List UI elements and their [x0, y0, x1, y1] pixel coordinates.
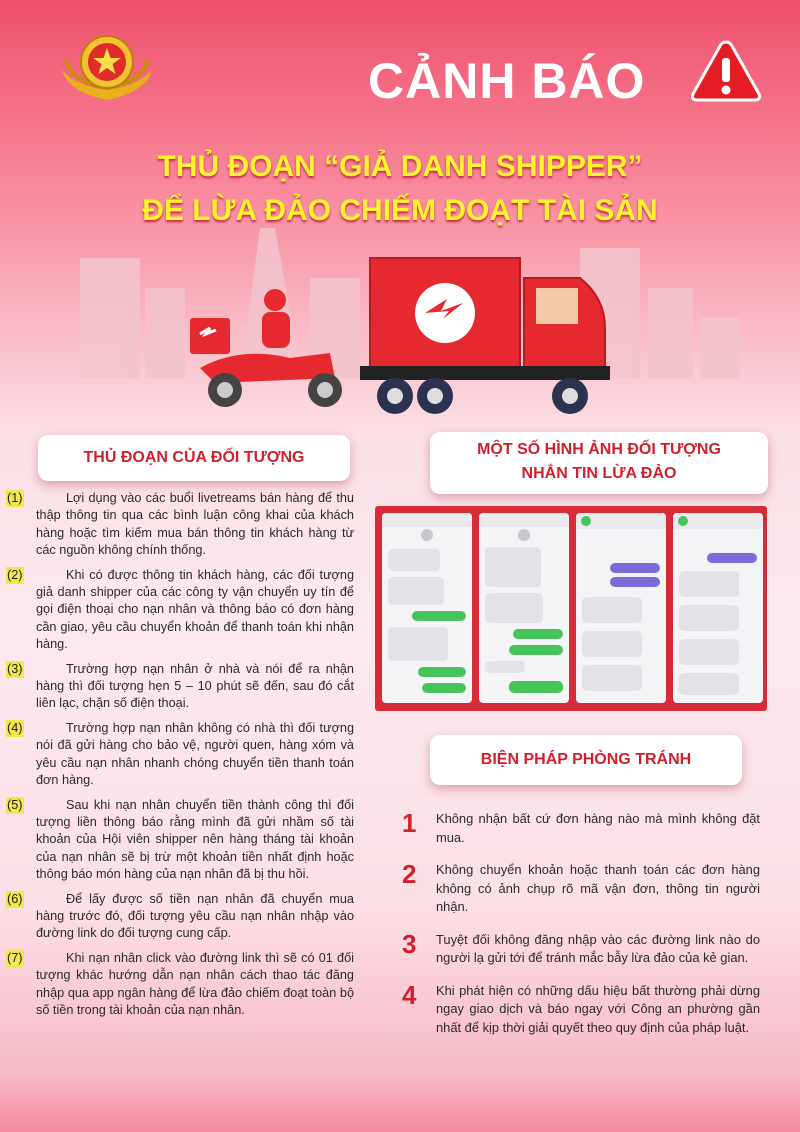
scam-message-screenshots: [375, 506, 767, 711]
tactics-list: [7, 490, 354, 1026]
step-text: Tuyệt đối không đăng nhập vào các đường link nào do người lạ gửi tới để tránh mắc bẫy lừa đảo của kẻ gian.: [436, 931, 760, 965]
item-text: Để lấy được số tiền nạn nhân đã chuyển mua hàng trước đó, đối tượng yêu cầu nạn nhân nhập vào đường link do đối tượng cung cấp.: [36, 891, 354, 941]
list-item: [400, 979, 760, 1038]
list-item: [400, 810, 760, 847]
chat-screenshot: [479, 513, 569, 703]
item-number: (5): [6, 797, 24, 814]
images-section-title: [430, 432, 768, 494]
images-title-line-2: NHẮN TIN LỪA ĐẢO: [521, 465, 677, 482]
step-number: 4: [402, 979, 417, 1010]
chat-screenshot: [673, 513, 763, 703]
list-item: [7, 891, 354, 943]
list-item: [7, 720, 354, 790]
item-text: Lợi dụng vào các buổi livetreams bán hàng để thu thập thông tin qua các bình luận công khai của khách hàng hoặc tìm kiếm mua bán thông tin khách hàng từ các nguồn không chính thống.: [36, 491, 354, 558]
list-item: [7, 490, 354, 560]
prevention-list: [400, 810, 760, 1051]
police-emblem-icon: [58, 30, 156, 102]
list-item: [400, 928, 760, 968]
step-text: Khi phát hiện có những dấu hiệu bất thường phải dừng ngay giao dịch và báo ngay với Công an phường gần nhất để kịp thời giải quyết theo quy định của pháp luật.: [436, 982, 760, 1035]
list-item: [7, 661, 354, 713]
step-text: Không nhận bất cứ đơn hàng nào mà mình không đặt mua.: [436, 811, 760, 845]
list-item: [400, 861, 760, 917]
item-number: (3): [6, 661, 24, 678]
item-number: (1): [6, 490, 24, 507]
images-title-line-1: MỘT SỐ HÌNH ẢNH ĐỐI TƯỢNG: [477, 441, 721, 458]
chat-screenshot: [576, 513, 666, 703]
item-number: (6): [6, 891, 24, 908]
step-text: Không chuyển khoản hoặc thanh toán các đơn hàng không có ảnh chụp rõ mã vận đơn, thông tin người nhận.: [436, 862, 760, 914]
step-number: 1: [402, 808, 417, 838]
delivery-illustration: [40, 218, 760, 428]
item-number: (7): [6, 950, 24, 967]
tactics-section-title: THỦ ĐOẠN CỦA ĐỐI TƯỢNG: [38, 435, 350, 481]
list-item: [7, 950, 354, 1020]
step-number: 2: [402, 859, 417, 889]
item-text: Trường hợp nạn nhân không có nhà thì đối tượng nói đã gửi hàng cho bảo vệ, người quen, hàng xóm và yêu cầu nạn nhân nhanh chóng chuyển tiền thanh toán đơn hàng.: [36, 720, 354, 788]
item-text: Khi có được thông tin khách hàng, các đối tượng giả danh shipper của các công ty vận chuyển uy tín để gọi điện thoại cho nạn nhân và thông báo có đơn hàng cần giao, yêu cầu chuyển khoản để thanh toán khi nhận hàng.: [36, 567, 354, 652]
list-item: [7, 797, 354, 884]
page-title: CẢNH BÁO: [368, 53, 646, 109]
item-number: (4): [6, 720, 24, 737]
chat-screenshot: [382, 513, 472, 703]
prevention-section-title: BIỆN PHÁP PHÒNG TRÁNH: [430, 735, 742, 785]
item-number: (2): [6, 567, 24, 584]
step-number: 3: [402, 928, 417, 959]
headline-line-2: ĐỂ LỪA ĐẢO CHIẾM ĐOẠT TÀI SẢN: [142, 194, 658, 227]
truck-icon: [360, 258, 610, 414]
item-text: Trường hợp nạn nhân ở nhà và nói để ra nhận hàng thì đối tượng hẹn 5 – 10 phút sẽ đến, sau đó cắt liên lạc, chặn số điện thoại.: [36, 661, 354, 711]
list-item: [7, 567, 354, 654]
item-text: Sau khi nạn nhân chuyển tiền thành công thì đối tượng liền thông báo rằng mình đã gửi nhầm số tài khoản của Hội viên shipper nên hàng tháng tài khoản của nạn nhân sẽ bị trừ một khoản tiền nhất định hoặc thông báo món hàng của nạn nhân đã bị thu hồi.: [36, 797, 354, 882]
warning-triangle-icon: [690, 38, 762, 104]
item-text: Khi nạn nhân click vào đường link thì sẽ có 01 đối tượng khác hướng dẫn nạn nhân cách thao tác đăng nhập qua app ngân hàng để lừa đảo chiếm đoạt toàn bộ số tiền trong tài khoản của nạn nhân.: [36, 950, 354, 1017]
headline-line-1: THỦ ĐOẠN “GIẢ DANH SHIPPER”: [157, 150, 643, 183]
